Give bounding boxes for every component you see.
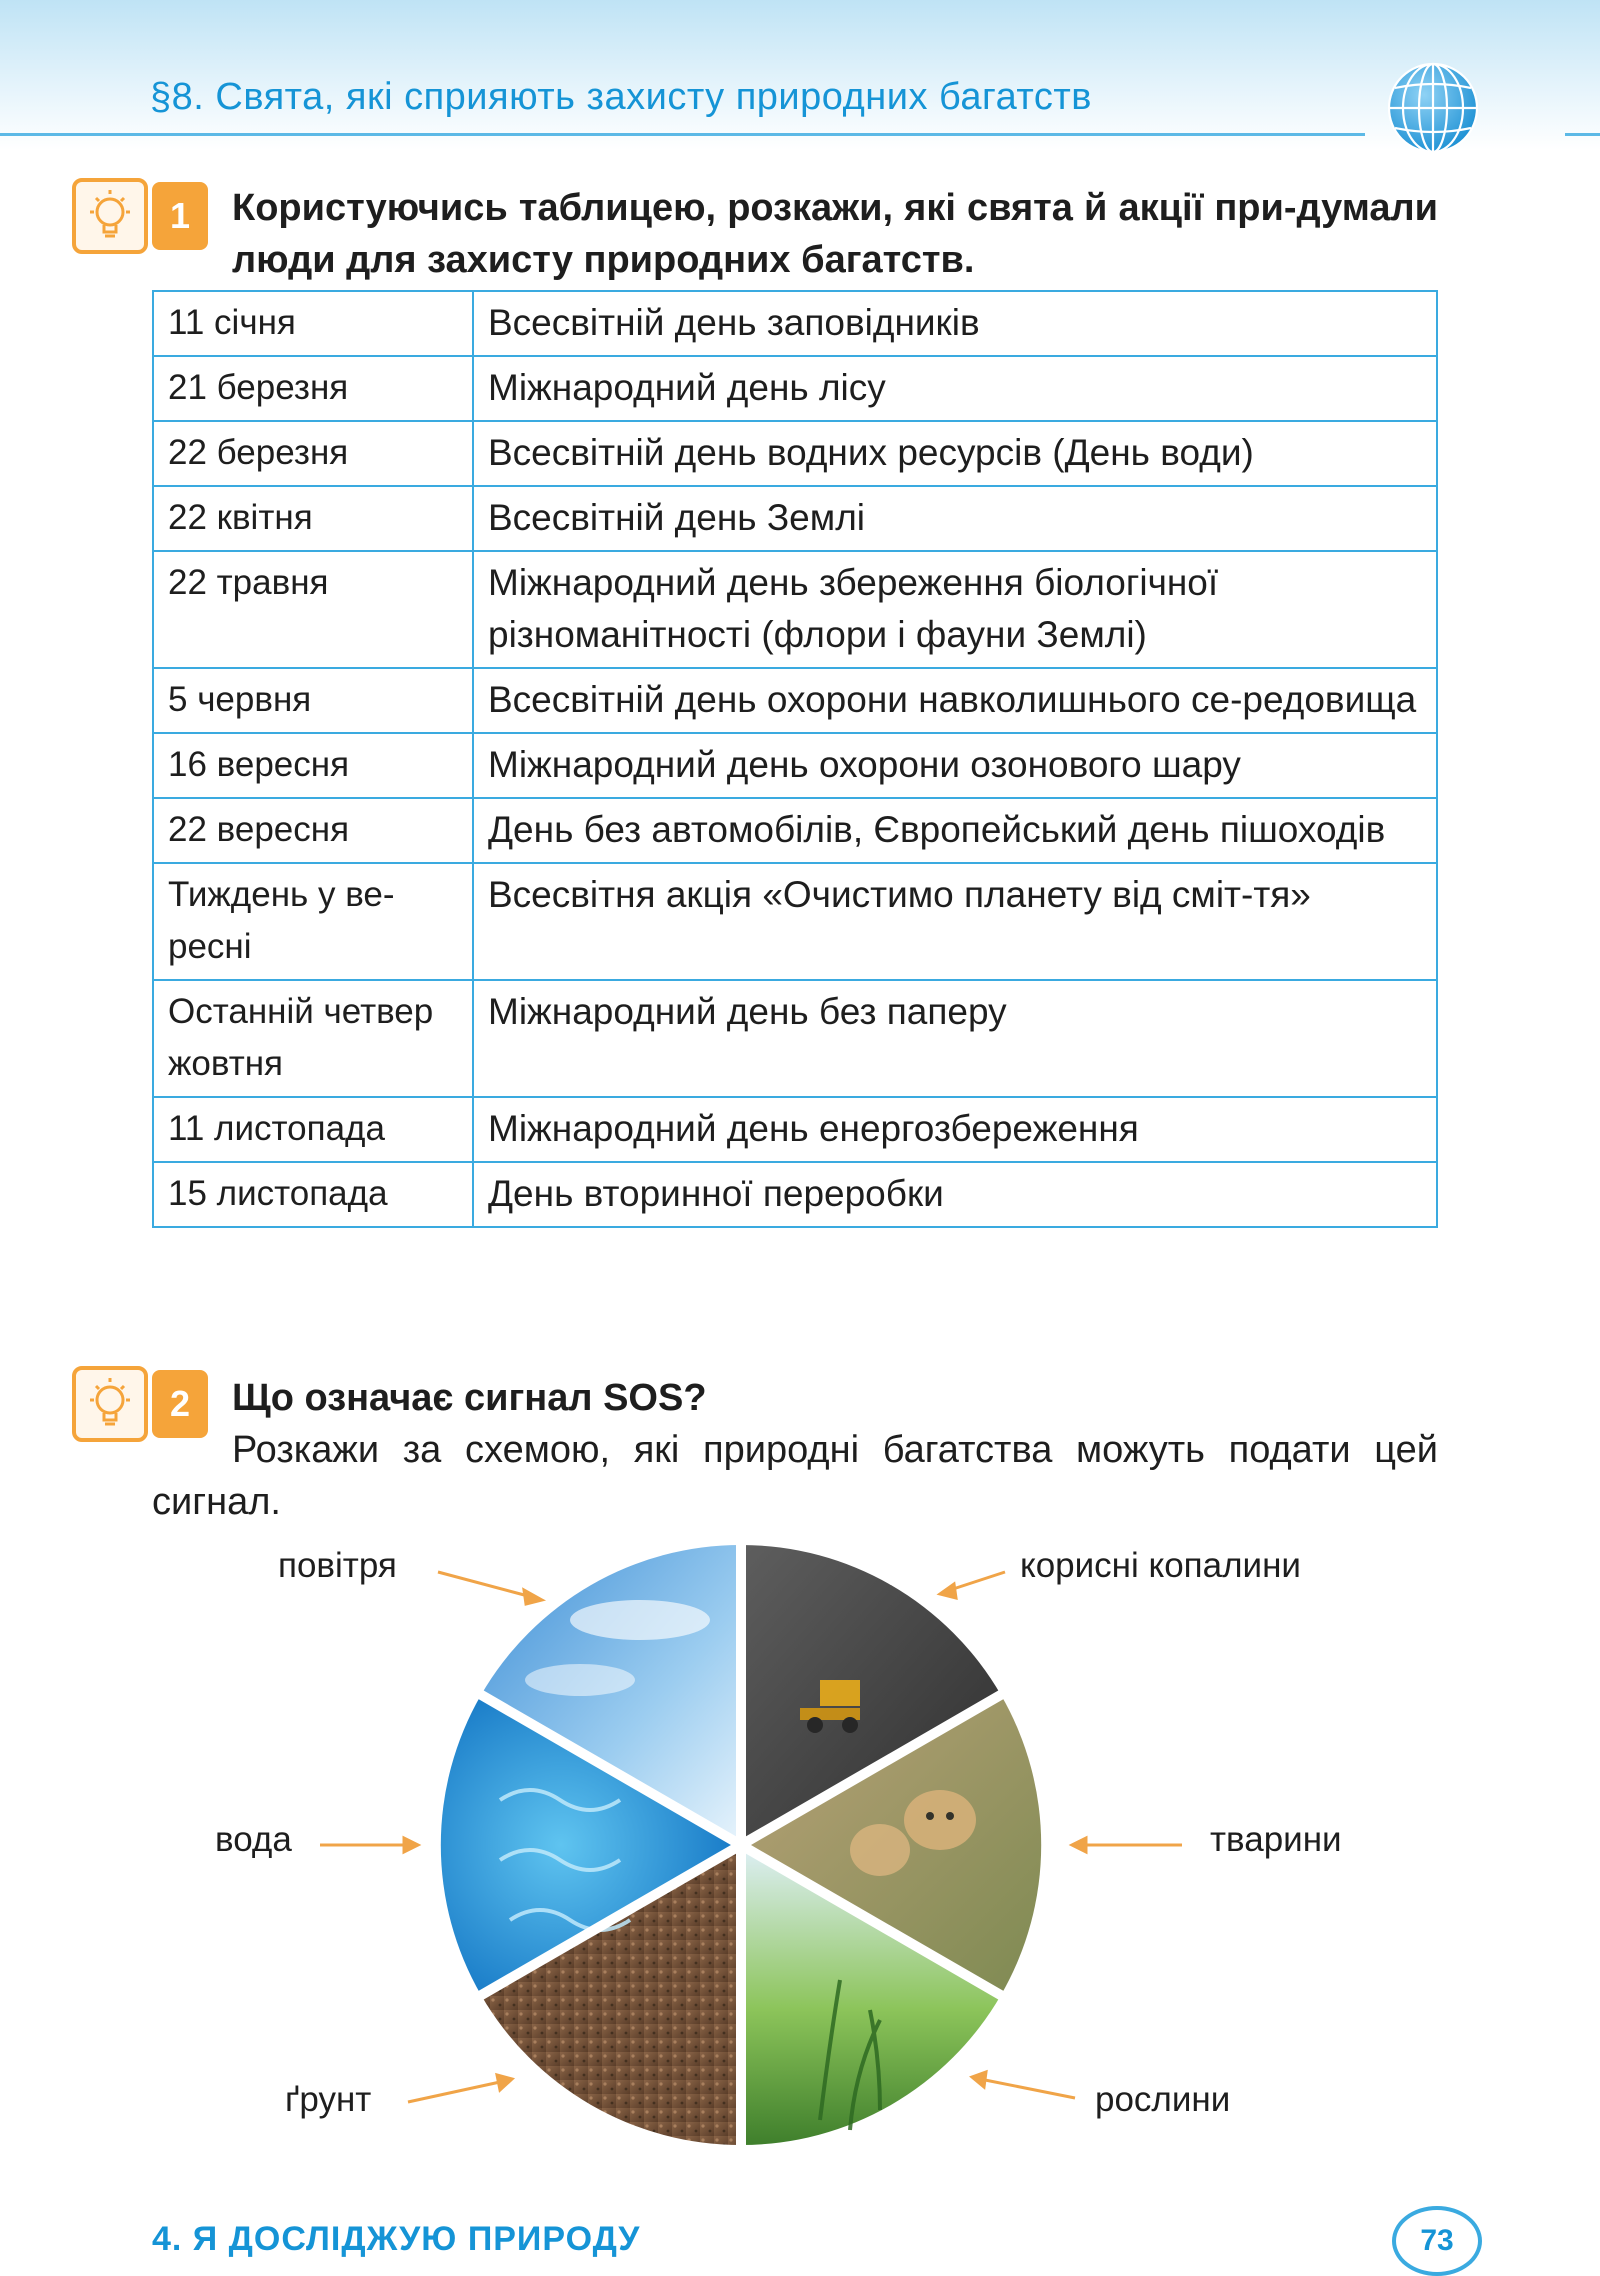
table-row [153,1162,1437,1227]
table-row [153,668,1437,733]
resources-scheme [0,1520,1600,2160]
lightbulb-icon [72,1366,148,1442]
table-row [153,291,1437,356]
label-water: вода [215,1820,292,1859]
table-row [153,798,1437,863]
table-row [153,421,1437,486]
date-cell: 11 листопада [153,1097,473,1162]
event-cell: Міжнародний день лісу [473,356,1437,421]
date-cell: 15 листопада [153,1162,473,1227]
page-title: §8. Свята, які сприяють захисту природних багатств [150,76,1092,118]
table-row [153,980,1437,1097]
date-cell: Тиждень у ве-ресні [153,863,473,980]
table-row [153,863,1437,980]
date-cell: 22 вересня [153,798,473,863]
label-soil: ґрунт [285,2080,372,2119]
event-cell: Всесвітня акція «Очистимо планету від сміт-тя» [473,863,1437,980]
task-2-title: Що означає сигнал SOS? [232,1377,707,1419]
date-cell: 22 квітня [153,486,473,551]
task-number: 2 [152,1370,208,1438]
date-cell: 22 березня [153,421,473,486]
task-number: 1 [152,182,208,250]
event-cell: Міжнародний день енергозбереження [473,1097,1437,1162]
table-row [153,1097,1437,1162]
event-cell: Всесвітній день охорони навколишнього се-редовища [473,668,1437,733]
event-cell: Міжнародний день збереження біологічної різноманітності (флори і фауни Землі) [473,551,1437,668]
event-cell: Всесвітній день Землі [473,486,1437,551]
event-cell: Всесвітній день заповідників [473,291,1437,356]
date-cell: 22 травня [153,551,473,668]
date-cell: 21 березня [153,356,473,421]
globe-icon [1385,60,1481,156]
date-cell: 11 січня [153,291,473,356]
event-cell: День вторинної переробки [473,1162,1437,1227]
date-cell: Останній четвер жовтня [153,980,473,1097]
table-row [153,356,1437,421]
task-1-badge [72,178,208,254]
label-animals: тварини [1210,1820,1342,1859]
date-cell: 5 червня [153,668,473,733]
header-divider [0,133,1365,136]
section-footer: 4. Я ДОСЛІДЖУЮ ПРИРОДУ [152,2220,641,2258]
task-2-instruction: Розкажи за схемою, які природні багатства можуть подати цей сигнал. [152,1429,1438,1523]
table-row [153,551,1437,668]
label-minerals: корисні копалини [1020,1546,1301,1585]
event-cell: Міжнародний день охорони озонового шару [473,733,1437,798]
task-1-instruction: Користуючись таблицею, розкажи, які свята й акції при-думали люди для захисту природних багатств. [232,187,1438,281]
event-cell: День без автомобілів, Європейський день пішоходів [473,798,1437,863]
table-row [153,733,1437,798]
label-plants: рослини [1095,2080,1231,2119]
label-air: повітря [278,1546,397,1585]
date-cell: 16 вересня [153,733,473,798]
header-band [0,0,1600,150]
event-cell: Міжнародний день без паперу [473,980,1437,1097]
page-number: 73 [1392,2206,1482,2276]
header-divider-right [1565,133,1600,136]
event-cell: Всесвітній день водних ресурсів (День води) [473,421,1437,486]
table-row [153,486,1437,551]
holidays-table [152,290,1438,1228]
lightbulb-icon [72,178,148,254]
